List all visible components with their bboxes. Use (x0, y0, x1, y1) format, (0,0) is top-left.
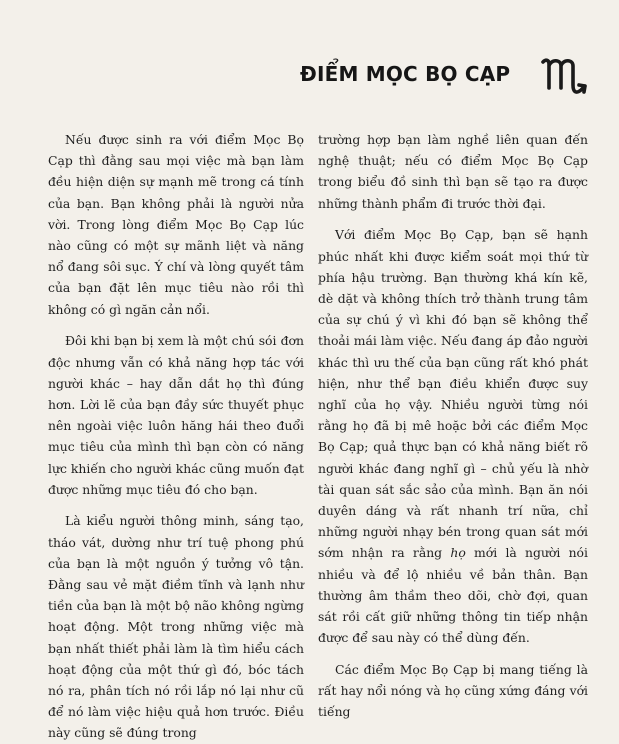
page-title: ĐIỂM MỌC BỌ CẠP (300, 62, 511, 86)
emphasized-word: họ (450, 545, 466, 561)
paragraph (318, 224, 588, 648)
paragraph-text: mới là người nói nhiều và để lộ nhiều về bản thân. Bạn thường âm thầm theo dõi, chờ đợi, quan sát rồi cất giữ những thông tin tiếp nhận được để sau này có thể dùng đến. (318, 545, 588, 646)
paragraph: Là kiểu người thông minh, sáng tạo, tháo vát, dường như trí tuệ phong phú của bạn là một nguồn ý tưởng vô tận. Đằng sau vẻ mặt điềm tĩnh và lạnh như tiền của bạn là một bộ não không ngừng hoạt động. Một trong những việc mà bạn nhất thiết phải làm là tìm hiểu cách hoạt động của một thứ gì đó, bóc tách nó ra, phân tích nó rồi lắp nó lại như cũ để nó làm việc hiệu quả hơn trước. Điều này cũng sẽ đúng trong (48, 513, 304, 741)
paragraph-continuation: trường hợp bạn làm nghề liên quan đến nghệ thuật; nếu có điểm Mọc Bọ Cạp trong biểu đồ sinh thì bạn sẽ tạo ra được những thành phẩm đi trước thời đại. (318, 132, 588, 211)
paragraph-text: Với điểm Mọc Bọ Cạp, bạn sẽ hạnh phúc nhất khi được kiểm soát mọi thứ từ phía hậu trường. Bạn thường khá kín kẽ, dè dặt và không thích trở thành trung tâm của sự chú ý vì khi đó bạn sẽ không thể thoải mái làm việc. Nếu đang áp đảo người khác thì ưu thế của bạn cũng rất khó phát hiện, như thể bạn điều khiển được suy nghĩ của họ vậy. Nhiều người từng nói rằng họ đã bị mê hoặc bởi các điểm Mọc Bọ Cạp; quả thực bạn có khả năng biết rõ người khác đang nghĩ gì – chủ yếu là nhờ tài quan sát sắc sảo của mình. Bạn ăn nói duyên dáng và rất nhanh trí nữa, chỉ những người nhạy bén trong quan sát mới sớm nhận ra rằng (318, 227, 588, 561)
paragraph: Các điểm Mọc Bọ Cạp bị mang tiếng là rất hay nổi nóng và họ cũng xứng đáng với tiếng (318, 661, 588, 720)
page-header (300, 50, 600, 102)
right-column (318, 129, 588, 722)
paragraph: Nếu được sinh ra với điểm Mọc Bọ Cạp thì đằng sau mọi việc mà bạn làm đều hiện diện sự mạnh mẽ trong cá tính của bạn. Bạn không phải là người nửa vời. Trong lòng điểm Mọc Bọ Cạp lúc nào cũng có một sự mãnh liệt và năng nổ đang sôi sục. Ý chí và lòng quyết tâm của bạn đặt lên mục tiêu nào rồi thì không có gì ngăn cản nổi. (48, 132, 304, 317)
left-column (48, 129, 304, 744)
scorpio-icon (537, 50, 593, 102)
paragraph: Đôi khi bạn bị xem là một chú sói đơn độc nhưng vẫn có khả năng hợp tác với người khác – hay dẫn dắt họ thì đúng hơn. Lời lẽ của bạn đầy sức thuyết phục nên ngoài việc luôn hăng hái theo đuổi mục tiêu của mình thì bạn còn có năng lực khiến cho người khác cũng muốn đạt được những mục tiêu đó cho bạn. (48, 333, 304, 497)
